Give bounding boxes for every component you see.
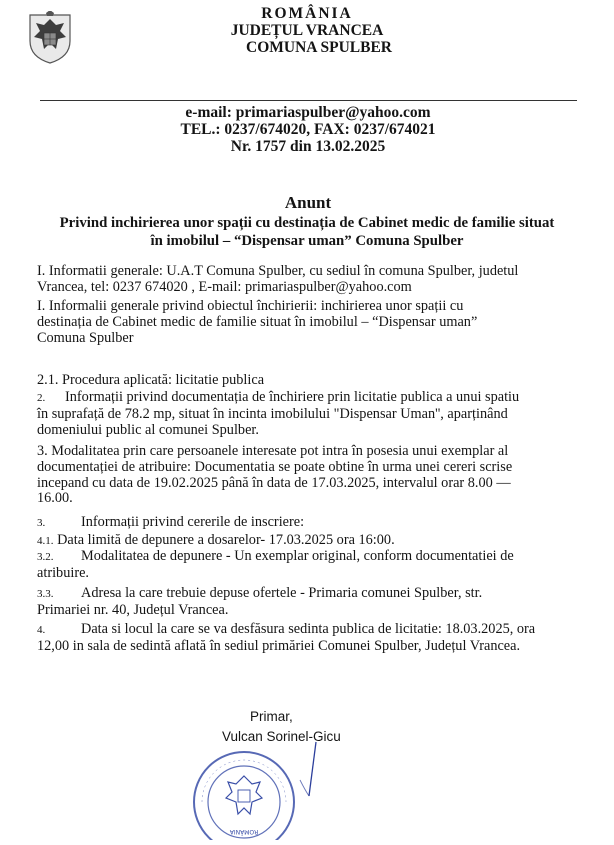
document-subtitle-2: în imobilul – “Dispensar uman” Comuna Spulber	[150, 233, 464, 249]
text-line: Comuna Spulber	[37, 329, 134, 346]
country-name: ROMÂNIA	[261, 5, 353, 22]
text-line: Data si locul la care se va desfăsura sedinta publica de licitatie: 18.03.2025, ora	[81, 621, 536, 637]
text-line: Informații privind cererile de inscriere:	[81, 514, 305, 530]
text-line: 12,00 in sala de sedintă aflată în sediul primăriei Comunei Spulber, Județul Vrancea.	[37, 637, 521, 654]
text-line: I. Informalii generale privind obiectul închirierii: inchirierea unor spații cu	[37, 298, 464, 314]
text-line: Vrancea, tel: 0237 674020 , E-mail: primariaspulber@yahoo.com	[37, 278, 412, 295]
handwritten-signature	[292, 740, 332, 800]
text-line: Informații privind documentația de închiriere prin licitatie publica a unui spatiu	[65, 389, 520, 405]
document-title: Anunt	[284, 193, 332, 212]
document-subtitle-1: Privind inchirierea unor spații cu destinația de Cabinet medic de familie situat	[59, 215, 555, 231]
text-line: Modalitatea de depunere - Un exemplar original, conform documentatiei de	[81, 548, 514, 564]
item-2-paragraph	[37, 390, 577, 438]
signatory-name: Vulcan Sorinel-Gicu	[222, 729, 341, 744]
general-info-paragraph	[37, 264, 577, 296]
object-info-paragraph	[37, 299, 577, 346]
item-number: 2.	[37, 392, 46, 404]
procedure-line: 2.1. Procedura aplicată: licitatie publica	[37, 372, 265, 388]
text-line: incepand cu data de 19.02.2025 până în data de 17.03.2025, intervalul orar 8.00 —	[37, 474, 511, 491]
item-3-paragraph	[37, 444, 577, 507]
text-line: Adresa la care trebuie depuse ofertele - Primaria comunei Spulber, str.	[81, 585, 483, 601]
phone-line: TEL.: 0237/674020, FAX: 0237/674021	[180, 121, 436, 138]
submission-address-paragraph	[37, 586, 577, 619]
commune-name: COMUNA SPULBER	[246, 39, 392, 56]
item-number: 3.3.	[37, 588, 54, 600]
registration-number: Nr. 1757 din 13.02.2025	[230, 138, 386, 155]
auction-date-paragraph	[37, 622, 577, 655]
text-line: în suprafață de 78.2 mp, situat în incinta imobilului "Dispensar Uman'', aparținând	[37, 405, 508, 422]
signatory-role: Primar,	[250, 709, 293, 724]
submission-method-paragraph	[37, 549, 577, 582]
item-number: 4.1.	[37, 535, 54, 547]
text-line: domeniului public al comunei Spulber.	[37, 421, 259, 438]
text-line: destinația de Cabinet medic de familie situat în imobilul – “Dispensar uman”	[37, 313, 478, 330]
email-line: e-mail: primariaspulber@yahoo.com	[185, 104, 431, 121]
registration-info-line	[37, 515, 577, 532]
text-line: 16.00.	[37, 490, 73, 507]
text-line: documentației de atribuire: Documentatia se poate obtine în urma unei cereri scrise	[37, 458, 513, 475]
text-line: I. Informatii generale: U.A.T Comuna Spulber, cu sediul în comuna Spulber, judetul	[37, 263, 519, 279]
item-number: 3.2.	[37, 551, 54, 563]
county-name: JUDEȚUL VRANCEA	[230, 22, 384, 39]
text-line: atribuire.	[37, 564, 90, 581]
text-line: Primariei nr. 40, Județul Vrancea.	[37, 601, 229, 618]
item-number: 3.	[37, 517, 46, 529]
text-line: Data limită de depunere a dosarelor- 17.03.2025 ora 16:00.	[57, 532, 395, 548]
header-divider	[40, 100, 577, 101]
official-stamp	[188, 740, 300, 840]
item-number: 4.	[37, 624, 46, 636]
text-line: 3. Modalitatea prin care persoanele interesate pot intra în posesia unui exemplar al	[37, 443, 509, 459]
stamp-text: ROMÂNIA	[229, 828, 259, 835]
